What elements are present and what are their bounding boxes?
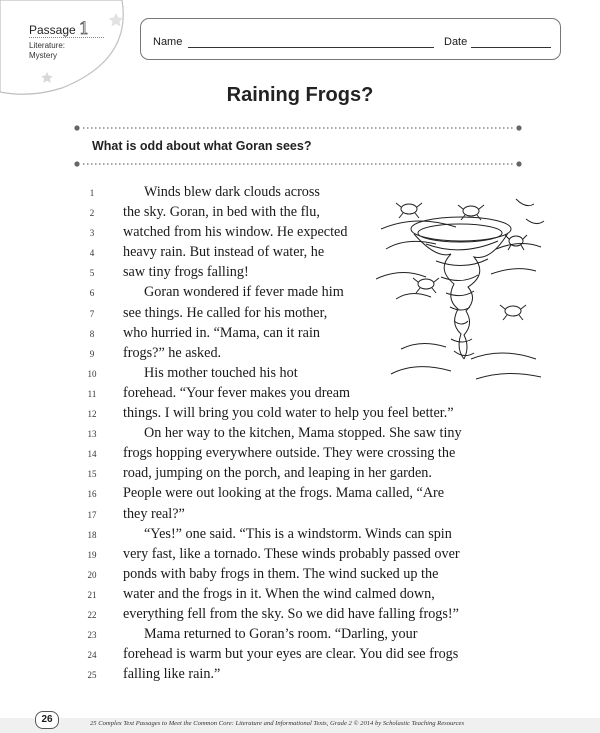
passage-line [0, 645, 600, 665]
line-text: Winds blew dark clouds across [144, 184, 320, 200]
line-number: 2 [89, 208, 95, 219]
page-number: 26 [35, 711, 59, 729]
frog-icon [500, 305, 526, 320]
date-label: Date [444, 36, 468, 48]
line-text: heavy rain. But instead of water, he [123, 244, 325, 261]
frog-icon [413, 278, 439, 293]
passage-line [0, 525, 600, 545]
line-text: frogs hopping everywhere outside. They were crossing the [123, 445, 456, 462]
line-text: forehead. “Your fever makes you dream [123, 384, 351, 401]
passage-line [0, 585, 600, 605]
name-label: Name [153, 36, 183, 48]
passage-number: 1 [78, 19, 90, 39]
line-number: 23 [87, 630, 97, 641]
line-text: falling like rain.” [123, 666, 221, 683]
line-number: 12 [87, 409, 97, 420]
line-number: 5 [89, 268, 95, 279]
line-number: 24 [87, 650, 97, 661]
line-number: 4 [89, 248, 95, 259]
date-field-line[interactable] [471, 47, 551, 48]
passage-line [0, 565, 600, 585]
line-number: 14 [87, 449, 97, 460]
passage-line [0, 665, 600, 685]
line-text: Goran wondered if fever made him [144, 284, 344, 301]
line-text: saw tiny frogs falling! [123, 264, 249, 281]
line-number: 13 [87, 429, 97, 440]
passage-line [0, 464, 600, 484]
passage-line [0, 484, 600, 504]
line-number: 9 [89, 348, 95, 359]
line-number: 21 [87, 589, 97, 600]
line-text: see things. He called for his mother, [123, 304, 328, 321]
name-date-box [140, 18, 561, 60]
line-text: road, jumping on the porch, and leaping in her garden. [123, 465, 432, 482]
line-number: 3 [89, 228, 95, 239]
line-number: 25 [87, 670, 97, 681]
line-number: 11 [87, 388, 97, 399]
line-text: People were out looking at the frogs. Mama called, “Are [123, 485, 445, 502]
line-text: they real?” [123, 505, 185, 522]
line-text: water and the frogs in it. When the wind calmed down, [123, 585, 435, 602]
line-number: 20 [87, 569, 97, 580]
line-text: “Yes!” one said. “This is a windstorm. Winds can spin [144, 525, 452, 542]
tornado-frogs-illustration [376, 189, 546, 389]
passage-line [0, 545, 600, 565]
passage-line [0, 444, 600, 464]
line-number: 1 [89, 188, 95, 198]
line-text: Mama returned to Goran’s room. “Darling, your [144, 626, 418, 643]
passage-line [0, 505, 600, 525]
line-number: 16 [87, 489, 97, 500]
line-number: 6 [89, 288, 95, 299]
passage-label: Passage 1 [29, 19, 90, 39]
line-text: who hurried in. “Mama, can it rain [123, 324, 320, 341]
line-text: watched from his window. He expected [123, 224, 348, 241]
frog-icon [396, 203, 422, 218]
line-text: the sky. Goran, in bed with the flu, [123, 204, 320, 221]
name-field-line[interactable] [188, 47, 434, 48]
passage-line [0, 424, 600, 444]
line-text: His mother touched his hot [144, 364, 298, 381]
line-text: forehead is warm but your eyes are clear. You did see frogs [123, 646, 459, 663]
line-number: 22 [87, 609, 97, 620]
line-number: 15 [87, 469, 97, 480]
guiding-question: What is odd about what Goran sees? [92, 139, 312, 153]
line-text: On her way to the kitchen, Mama stopped. She saw tiny [144, 425, 462, 442]
line-number: 10 [87, 368, 97, 379]
line-number: 7 [89, 308, 95, 319]
page-title: Raining Frogs? [226, 84, 374, 106]
passage-line [0, 625, 600, 645]
passage-line [0, 605, 600, 625]
line-text: everything fell from the sky. So we did have falling frogs!” [123, 605, 459, 622]
frog-icon [505, 235, 527, 250]
line-number: 18 [87, 529, 97, 540]
line-number: 8 [89, 328, 95, 339]
line-text: very fast, like a tornado. These winds probably passed over [123, 545, 460, 562]
dotted-divider-top [73, 124, 523, 132]
divider [29, 37, 104, 38]
line-text: ponds with baby frogs in them. The wind sucked up the [123, 565, 439, 582]
genre-label: Literature: Mystery [29, 41, 66, 60]
line-text: frogs?” he asked. [123, 344, 222, 361]
line-number: 17 [87, 509, 97, 520]
copyright-credit: 25 Complex Text Passages to Meet the Common Core: Literature and Informational Texts, Grade 2 © 2014 by Scholastic Teaching Resources [90, 720, 465, 727]
passage-line [0, 404, 600, 424]
dotted-divider-bottom [73, 160, 523, 168]
line-number: 19 [87, 549, 97, 560]
line-text: things. I will bring you cold water to help you feel better.” [123, 405, 454, 422]
